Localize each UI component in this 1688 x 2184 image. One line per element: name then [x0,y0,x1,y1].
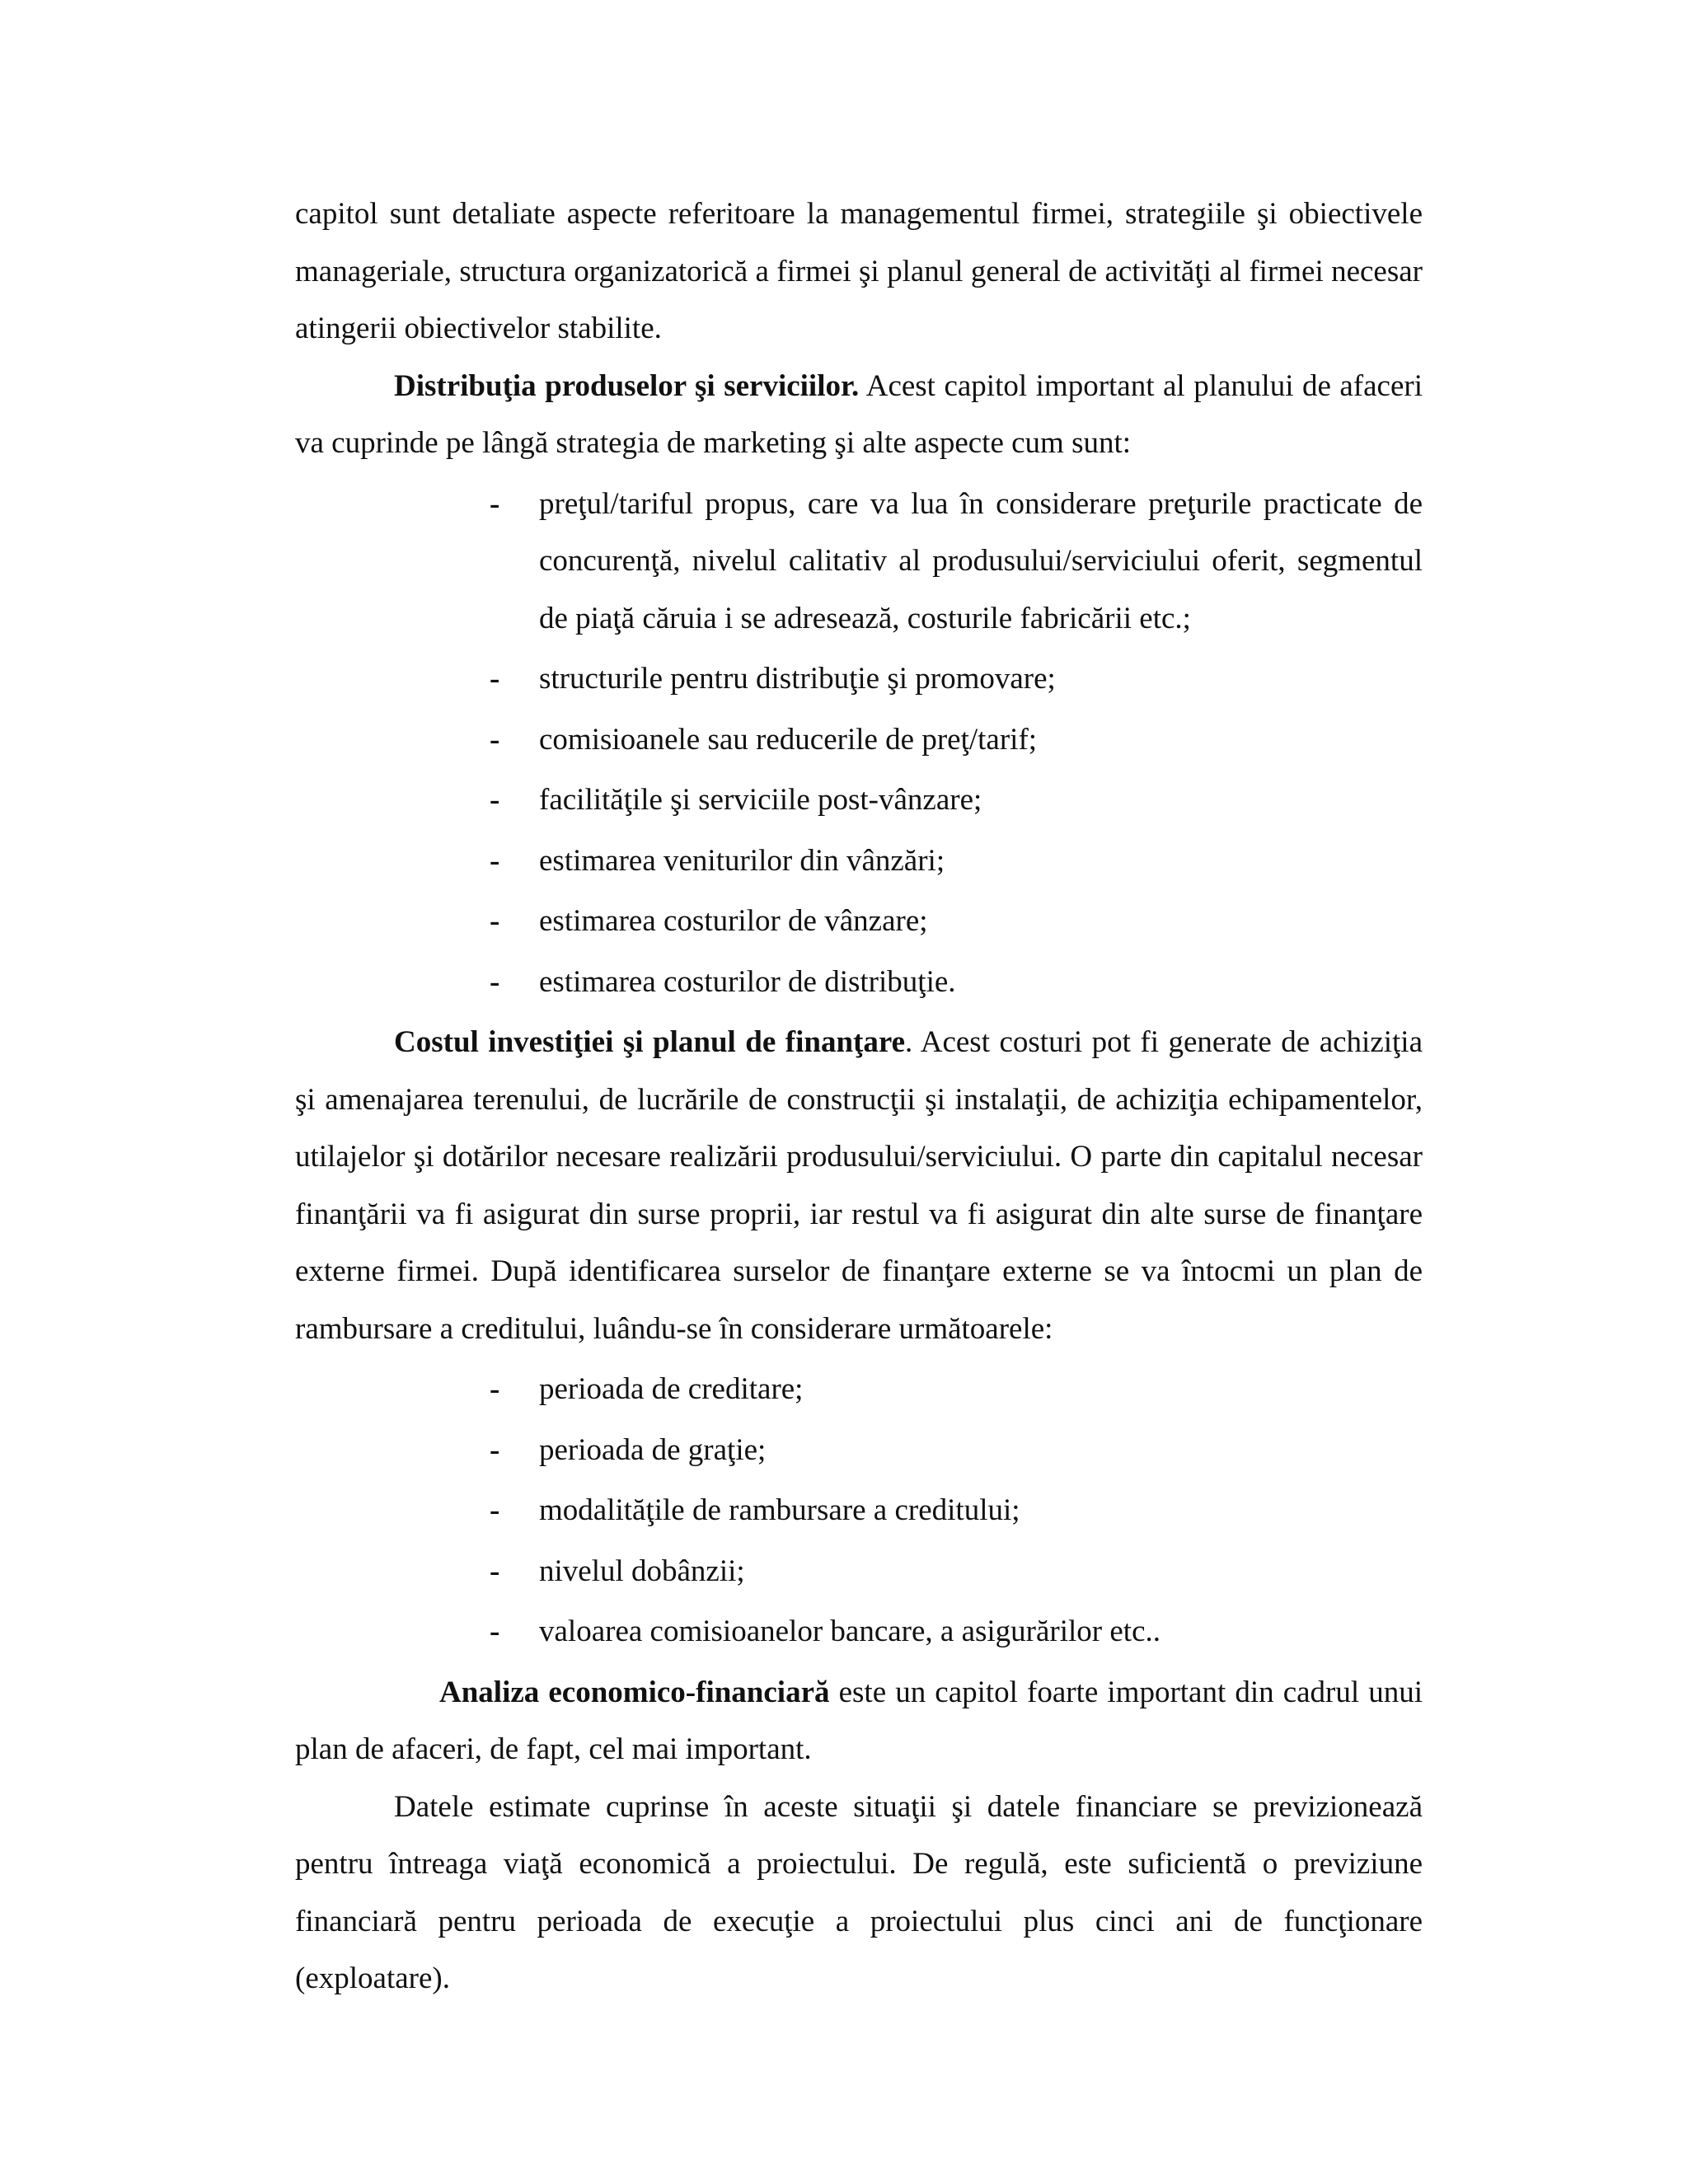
list-item [295,954,1423,1011]
document-page [295,185,1423,2008]
dash-bullet: - [490,722,500,757]
intro-paragraph: capitol sunt detaliate aspecte referitoare la managementul firmei, strategiile şi obiectivele manageriale, structura organizatorică a firmei şi planul general de activităţi al firmei necesar atingerii obiectivelor stabilite. [295,197,1423,345]
dash-bullet: - [490,662,500,696]
list-item [295,832,1423,890]
list-item [295,1422,1423,1479]
list-item-text: structurile pentru distribuţie şi promovare; [539,662,1056,696]
investment-heading: Costul investiţiei şi planul de finanţare [394,1025,906,1059]
dash-bullet: - [490,1432,500,1467]
investment-body: . Acest costuri pot fi generate de achiziţia şi amenajarea terenului, de lucrările de construcţii şi instalaţii, de achiziţia echipamentelor, utilajelor şi dotărilor necesare realizării produsului/serviciului. O parte din capitalul necesar finanţării va fi asigurat din surse proprii, iar restul va fi asigurat din alte surse de finanţare externe firmei. După identificarea surselor de finanţare externe se va întocmi un plan de rambursare a creditului, luându-se în considerare următoarele: [295,1025,1423,1346]
list-item-text: estimarea veniturilor din vânzări; [539,843,945,878]
estimates-paragraph: Datele estimate cuprinse în aceste situaţii şi datele financiare se previzionează pentru întreaga viaţă economică a proiectului. De regulă, este suficientă o previziune financiară pentru perioada de execuţie a proiectului plus cinci ani de funcţionare (exploatare). [295,1789,1423,1995]
dash-bullet: - [490,783,500,817]
list-item-text: comisioanele sau reducerile de preţ/tarif; [539,722,1038,757]
analysis-body: este un capitol foarte important din cadrul unui plan de afaceri, de fapt, cel mai important. [295,1675,1423,1766]
list-item-text: estimarea costurilor de vânzare; [539,904,928,938]
investment-paragraph [295,1014,1423,1357]
dash-bullet: - [490,1615,500,1648]
list-item-text: nivelul dobânzii; [539,1554,745,1588]
analysis-heading: Analiza economico-financiară [439,1675,830,1709]
list-item-text: facilităţile şi serviciile post-vânzare; [539,783,982,817]
list-item-text: perioada de creditare; [539,1372,804,1406]
list-item [295,476,1423,648]
list-item [295,1482,1423,1540]
dash-bullet: - [490,1493,500,1527]
dash-bullet: - [490,486,500,521]
list-item [295,893,1423,950]
distribution-list [295,476,1423,1011]
list-item-text: valoarea comisioanelor bancare, a asigurărilor etc.. [539,1615,1161,1648]
dash-bullet: - [490,904,500,938]
dash-bullet: - [490,843,500,878]
list-item-text: perioada de graţie; [539,1432,767,1467]
distribution-paragraph [295,358,1423,472]
list-item-text: modalităţile de rambursare a creditului; [539,1493,1020,1527]
list-item [295,1361,1423,1418]
list-item [295,1543,1423,1601]
distribution-body: Acest capitol important al planului de afaceri va cuprinde pe lângă strategia de marketing şi alte aspecte cum sunt: [295,368,1423,460]
analysis-paragraph [295,1664,1423,1779]
financing-list [295,1361,1423,1661]
list-item [295,650,1423,708]
dash-bullet: - [490,964,500,999]
list-item [295,1603,1423,1661]
dash-bullet: - [490,1372,500,1406]
distribution-heading: Distribuţia produselor şi serviciilor. [394,368,860,403]
list-item [295,711,1423,769]
list-item [295,771,1423,829]
list-item-text: preţul/tariful propus, care va lua în considerare preţurile practicate de concurenţă, nivelul calitativ al produsului/serviciului oferit, segmentul de piaţă căruia i se adresează, costurile fabricării etc.; [539,486,1423,635]
dash-bullet: - [490,1554,500,1588]
list-item-text: estimarea costurilor de distribuţie. [539,964,956,999]
